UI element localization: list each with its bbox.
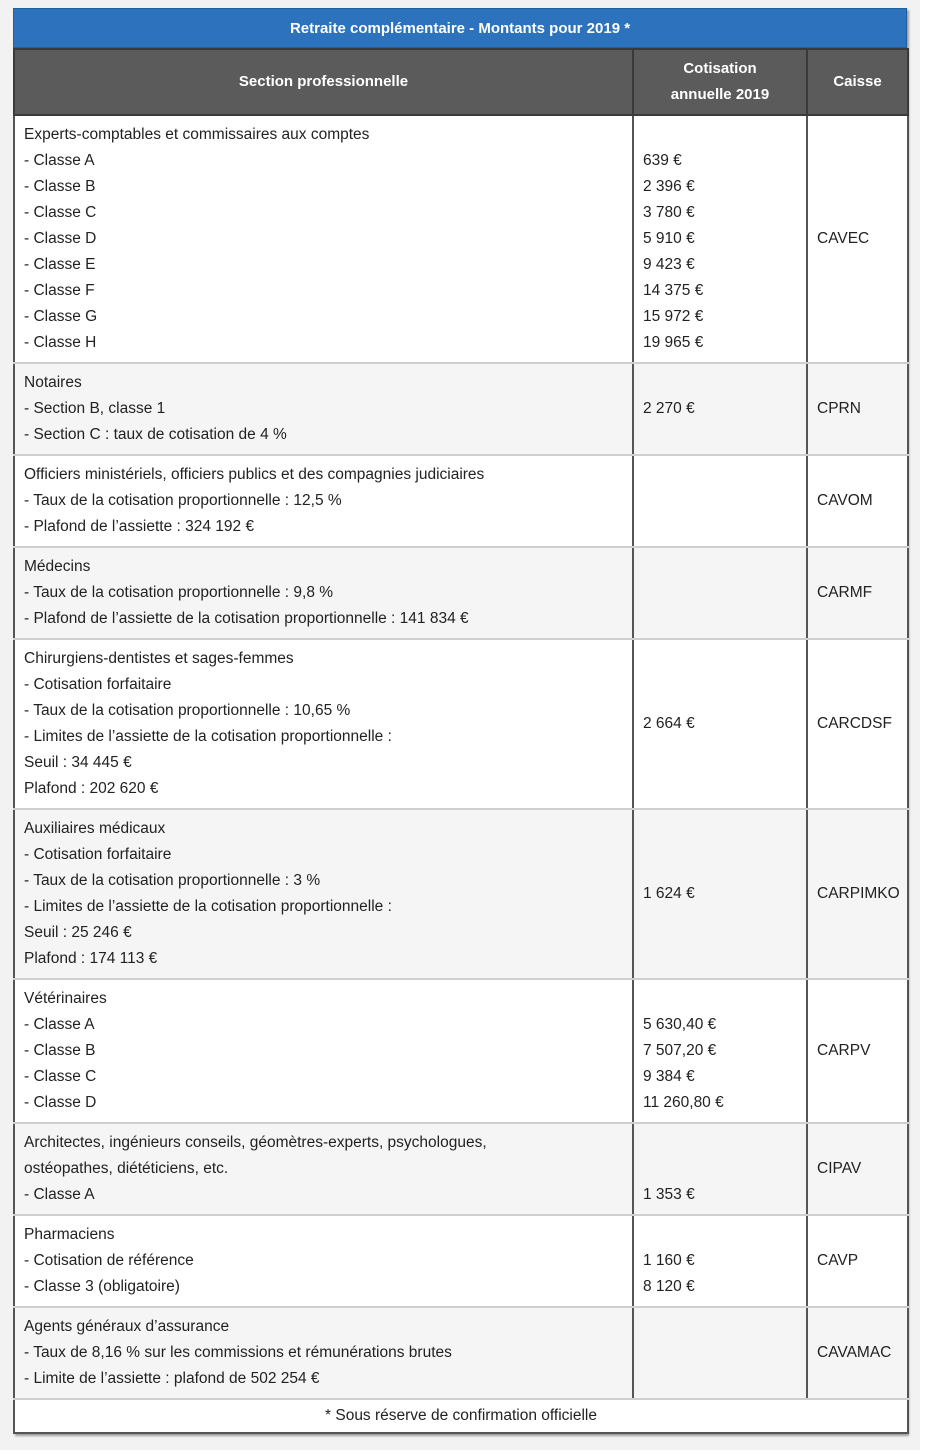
- header-cotisation-line1: Cotisation: [683, 60, 757, 77]
- section-title: Médecins: [24, 558, 91, 575]
- caisse-cell: CARMF: [807, 547, 908, 639]
- caisse-cell: CAVAMAC: [807, 1307, 908, 1399]
- section-detail-line: - Plafond de l’assiette de la cotisation proportionnelle : 141 834 €: [24, 610, 469, 627]
- cotisation-amount: 14 375 €: [643, 282, 704, 299]
- section-detail-line: - Taux de la cotisation proportionnelle : 10,65 %: [24, 702, 351, 719]
- section-detail-line: - Classe B: [24, 1042, 96, 1059]
- cotisation-amount: 5 630,40 €: [643, 1016, 717, 1033]
- cotisation-cell: [633, 809, 807, 979]
- section-detail-line: - Classe C: [24, 1068, 97, 1085]
- section-title: Pharmaciens: [24, 1226, 115, 1243]
- table-row: [14, 1215, 908, 1307]
- section-detail-line: - Classe E: [24, 256, 96, 273]
- section-detail-line: - Cotisation forfaitaire: [24, 676, 172, 693]
- cotisation-amount: [643, 1130, 798, 1156]
- cotisation-amount: 1 624 €: [643, 885, 695, 902]
- section-cell: [14, 363, 633, 455]
- caisse-cell: CIPAV: [807, 1123, 908, 1215]
- section-detail-line: - Classe F: [24, 282, 95, 299]
- caisse-cell: CAVP: [807, 1215, 908, 1307]
- header-caisse: Caisse: [807, 49, 908, 115]
- cotisation-amount: 5 910 €: [643, 230, 695, 247]
- cotisation-cell: [633, 455, 807, 547]
- section-detail-line: Seuil : 34 445 €: [24, 754, 132, 771]
- section-detail-line: - Classe B: [24, 178, 96, 195]
- table-row: [14, 455, 908, 547]
- section-detail-line: Plafond : 174 113 €: [24, 950, 158, 967]
- section-detail-line: - Classe A: [24, 152, 95, 169]
- section-title: Experts-comptables et commissaires aux comptes: [24, 126, 370, 143]
- section-cell: [14, 979, 633, 1123]
- cotisation-amount: [643, 1156, 798, 1182]
- section-detail-line: - Classe A: [24, 1016, 95, 1033]
- section-detail-line: - Taux de la cotisation proportionnelle : 3 %: [24, 872, 321, 889]
- footer-row: [14, 1399, 908, 1433]
- table-row: [14, 809, 908, 979]
- cotisation-amount: 2 664 €: [643, 715, 695, 732]
- caisse-cell: CAVOM: [807, 455, 908, 547]
- cotisation-cell: [633, 115, 807, 363]
- table-row: [14, 115, 908, 363]
- table-row: [14, 363, 908, 455]
- section-cell: [14, 547, 633, 639]
- section-cell: [14, 639, 633, 809]
- section-detail-line: - Cotisation de référence: [24, 1252, 194, 1269]
- header-row: [14, 49, 908, 115]
- section-cell: [14, 115, 633, 363]
- caisse-cell: CPRN: [807, 363, 908, 455]
- cotisation-cell: [633, 1215, 807, 1307]
- cotisation-cell: [633, 1307, 807, 1399]
- header-cotisation-line2: annuelle 2019: [670, 86, 770, 103]
- section-detail-line: ostéopathes, diététiciens, etc.: [24, 1160, 229, 1177]
- cotisation-amount: 2 396 €: [643, 178, 695, 195]
- cotisation-amount: 2 270 €: [643, 400, 695, 417]
- table-row: [14, 1307, 908, 1399]
- cotisation-amount: 9 423 €: [643, 256, 695, 273]
- table-body: [14, 115, 908, 1399]
- section-title: Officiers ministériels, officiers publics et des compagnies judiciaires: [24, 466, 485, 483]
- cotisation-amount: 1 160 €: [643, 1252, 695, 1269]
- section-detail-line: - Classe D: [24, 1094, 97, 1111]
- section-title: Agents généraux d’assurance: [24, 1318, 230, 1335]
- cotisation-amount: [643, 1222, 798, 1248]
- pension-table: [13, 48, 909, 1434]
- section-title: Architectes, ingénieurs conseils, géomètres-experts, psychologues,: [24, 1134, 487, 1151]
- section-title: Chirurgiens-dentistes et sages-femmes: [24, 650, 294, 667]
- cotisation-cell: [633, 1123, 807, 1215]
- cotisation-cell: [633, 363, 807, 455]
- table-row: [14, 639, 908, 809]
- caisse-cell: CARCDSF: [807, 639, 908, 809]
- section-detail-line: - Section B, classe 1: [24, 400, 166, 417]
- cotisation-amount: 8 120 €: [643, 1278, 695, 1295]
- section-detail-line: - Classe 3 (obligatoire): [24, 1278, 180, 1295]
- section-detail-line: - Classe C: [24, 204, 97, 221]
- footnote: * Sous réserve de confirmation officielle: [14, 1399, 908, 1433]
- section-cell: [14, 1123, 633, 1215]
- section-detail-line: Plafond : 202 620 €: [24, 780, 159, 797]
- section-detail-line: - Limite de l’assiette : plafond de 502 254 €: [24, 1370, 320, 1387]
- cotisation-amount: 11 260,80 €: [643, 1094, 724, 1111]
- section-detail-line: - Section C : taux de cotisation de 4 %: [24, 426, 287, 443]
- cotisation-amount: 7 507,20 €: [643, 1042, 717, 1059]
- cotisation-amount: 15 972 €: [643, 308, 704, 325]
- cotisation-amount: 1 353 €: [643, 1186, 695, 1203]
- caisse-cell: CAVEC: [807, 115, 908, 363]
- table-row: [14, 1123, 908, 1215]
- section-detail-line: - Limites de l’assiette de la cotisation proportionnelle :: [24, 728, 392, 745]
- cotisation-cell: [633, 979, 807, 1123]
- section-detail-line: - Taux de la cotisation proportionnelle : 9,8 %: [24, 584, 334, 601]
- header-section: Section professionnelle: [14, 49, 633, 115]
- section-cell: [14, 455, 633, 547]
- section-cell: [14, 809, 633, 979]
- caisse-cell: CARPIMKO: [807, 809, 908, 979]
- table-row: [14, 547, 908, 639]
- table-title: Retraite complémentaire - Montants pour 2019 *: [13, 8, 907, 48]
- section-detail-line: - Cotisation forfaitaire: [24, 846, 172, 863]
- caisse-cell: CARPV: [807, 979, 908, 1123]
- section-detail-line: - Classe D: [24, 230, 97, 247]
- section-title: Auxiliaires médicaux: [24, 820, 166, 837]
- section-detail-line: - Limites de l’assiette de la cotisation proportionnelle :: [24, 898, 392, 915]
- cotisation-amount: [643, 986, 798, 1012]
- cotisation-amount: 639 €: [643, 152, 682, 169]
- cotisation-cell: [633, 639, 807, 809]
- section-detail-line: - Taux de la cotisation proportionnelle : 12,5 %: [24, 492, 342, 509]
- cotisation-cell: [633, 547, 807, 639]
- cotisation-amount: 9 384 €: [643, 1068, 695, 1085]
- pension-table-container: [13, 8, 907, 1434]
- section-detail-line: - Plafond de l’assiette : 324 192 €: [24, 518, 255, 535]
- section-detail-line: - Classe G: [24, 308, 98, 325]
- section-cell: [14, 1307, 633, 1399]
- section-detail-line: Seuil : 25 246 €: [24, 924, 132, 941]
- section-cell: [14, 1215, 633, 1307]
- section-detail-line: - Taux de 8,16 % sur les commissions et rémunérations brutes: [24, 1344, 452, 1361]
- header-cotisation: [633, 49, 807, 115]
- section-detail-line: - Classe H: [24, 334, 97, 351]
- section-detail-line: - Classe A: [24, 1186, 95, 1203]
- cotisation-amount: 3 780 €: [643, 204, 695, 221]
- table-row: [14, 979, 908, 1123]
- section-title: Notaires: [24, 374, 82, 391]
- section-title: Vétérinaires: [24, 990, 107, 1007]
- cotisation-amount: [643, 122, 798, 148]
- cotisation-amount: 19 965 €: [643, 334, 704, 351]
